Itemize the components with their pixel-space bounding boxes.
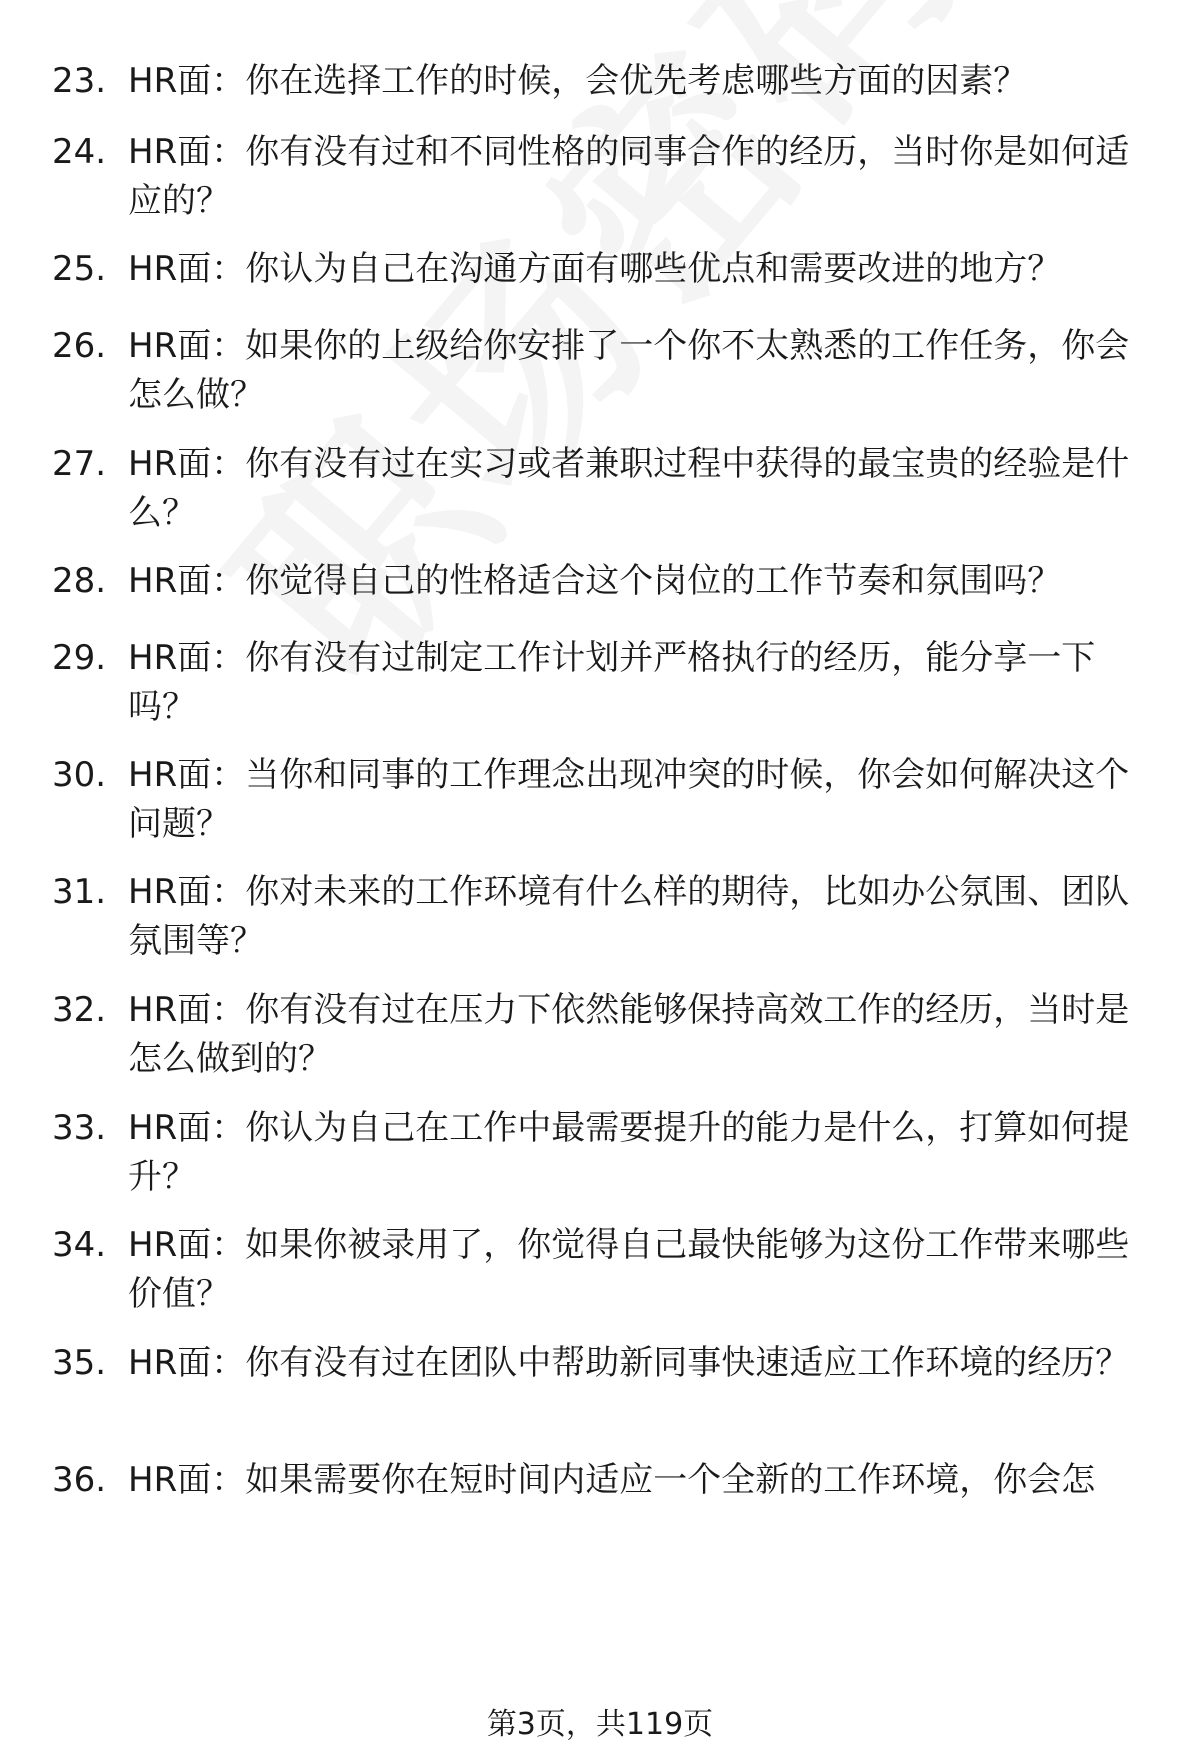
question-text: HR面：当你和同事的工作理念出现冲突的时候，你会如何解决这个问题？ xyxy=(128,755,1130,844)
question-text: HR面：你有没有过在压力下依然能够保持高效工作的经历，当时是怎么做到的？ xyxy=(128,990,1130,1079)
question-text: HR面：你有没有过和不同性格的同事合作的经历，当时你是如何适应的？ xyxy=(128,132,1130,221)
question-text: HR面：你认为自己在沟通方面有哪些优点和需要改进的地方？ xyxy=(128,249,1062,289)
question-number: 25. xyxy=(52,249,107,289)
question-number: 31. xyxy=(52,872,107,912)
page-footer: 第3页，共119页 xyxy=(486,1707,714,1742)
question-text: HR面：你有没有过制定工作计划并严格执行的经历，能分享一下吗？ xyxy=(128,638,1096,727)
question-number: 32. xyxy=(52,990,107,1030)
question-number: 23. xyxy=(52,61,107,101)
question-text: HR面：你有没有过在团队中帮助新同事快速适应工作环境的经历？ xyxy=(128,1343,1130,1383)
question-number: 36. xyxy=(52,1460,107,1500)
question-text: HR面：如果需要你在短时间内适应一个全新的工作环境，你会怎 xyxy=(128,1460,1096,1500)
question-text: HR面：你在选择工作的时候，会优先考虑哪些方面的因素？ xyxy=(128,61,1028,101)
question-text: HR面：你对未来的工作环境有什么样的期待，比如办公氛围、团队氛围等？ xyxy=(128,872,1130,961)
question-number: 24. xyxy=(52,132,107,172)
question-number: 28. xyxy=(52,561,107,601)
question-number: 27. xyxy=(52,444,107,484)
question-number: 30. xyxy=(52,755,107,795)
question-number: 33. xyxy=(52,1108,107,1148)
question-number: 35. xyxy=(52,1343,107,1383)
question-text: HR面：你有没有过在实习或者兼职过程中获得的最宝贵的经验是什么？ xyxy=(128,444,1130,533)
question-number: 29. xyxy=(52,638,107,678)
question-text: HR面：你认为自己在工作中最需要提升的能力是什么，打算如何提升？ xyxy=(128,1108,1130,1197)
question-number: 34. xyxy=(52,1225,107,1265)
question-text: HR面：如果你的上级给你安排了一个你不太熟悉的工作任务，你会怎么做？ xyxy=(128,326,1130,415)
question-number: 26. xyxy=(52,326,107,366)
question-text: HR面：如果你被录用了，你觉得自己最快能够为这份工作带来哪些价值？ xyxy=(128,1225,1130,1314)
question-text: HR面：你觉得自己的性格适合这个岗位的工作节奏和氛围吗？ xyxy=(128,561,1062,601)
